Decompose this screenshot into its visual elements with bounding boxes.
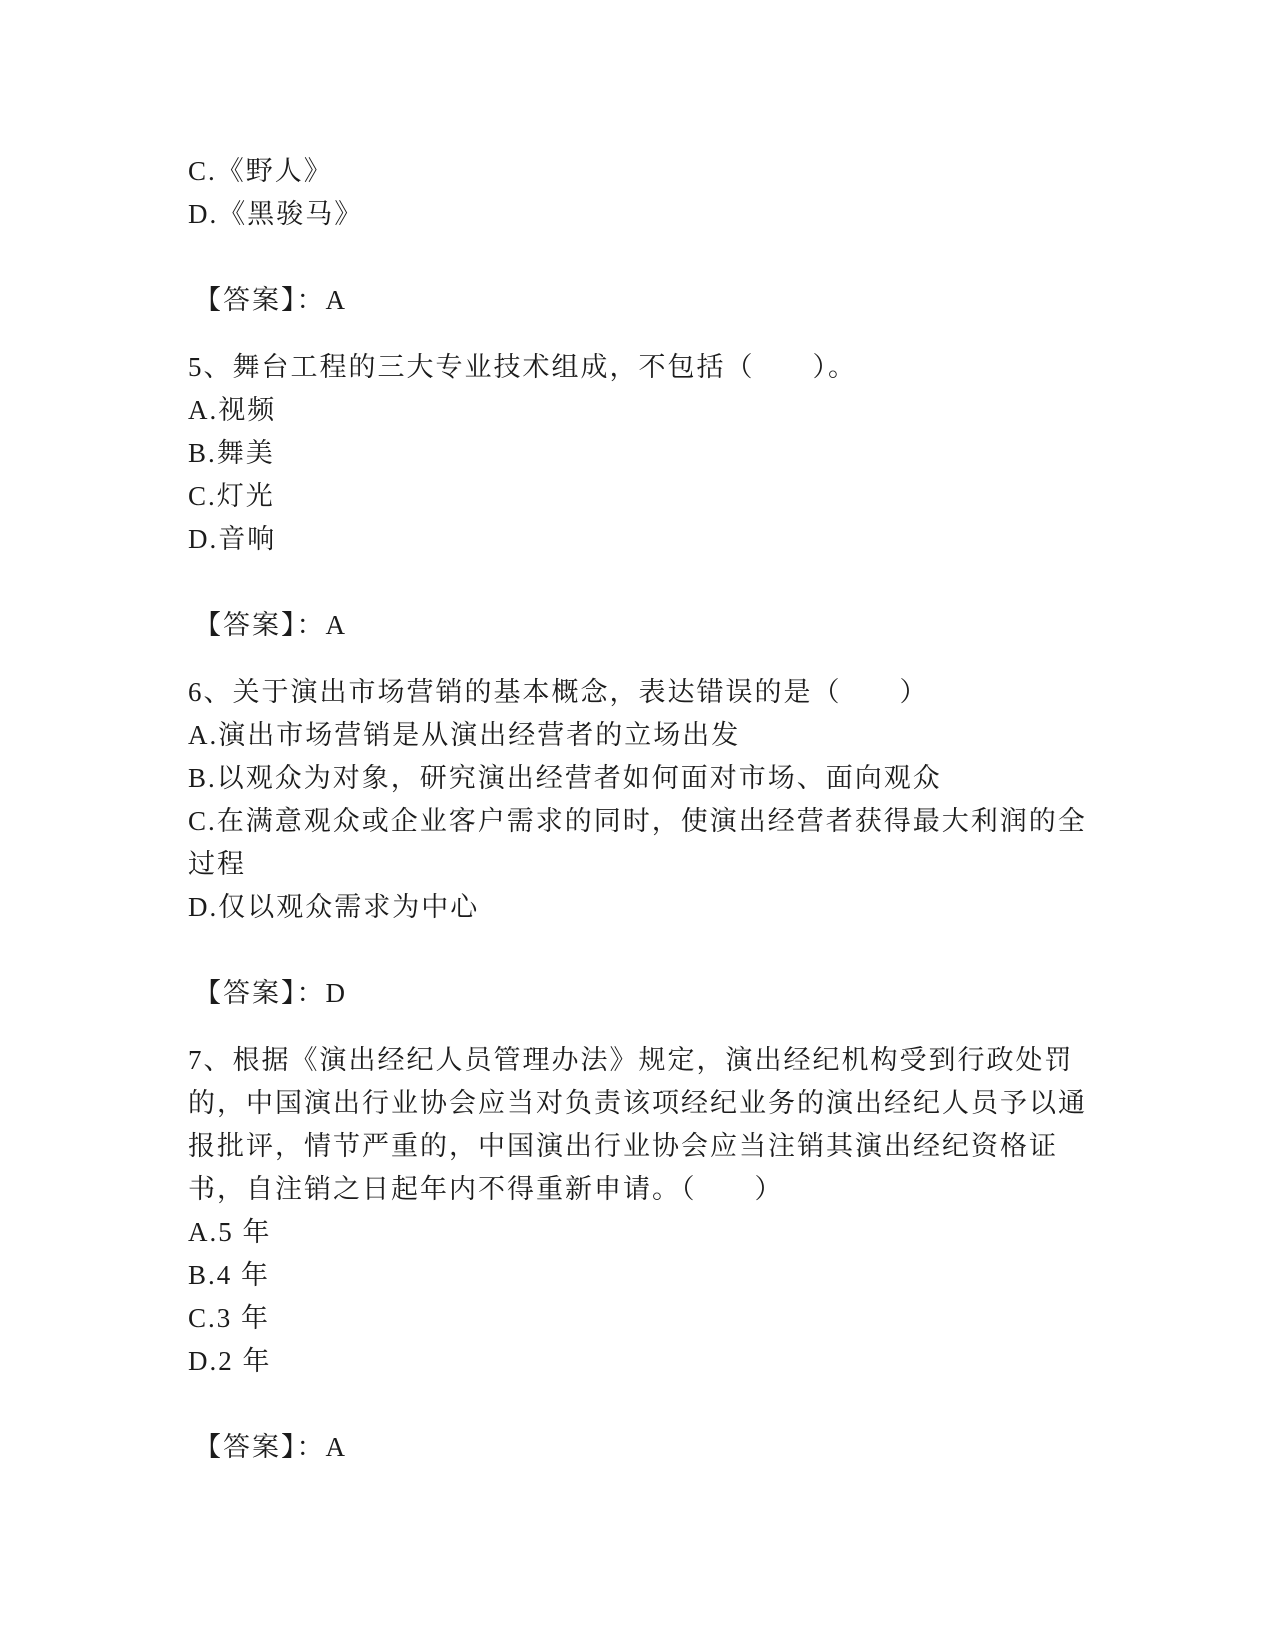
- question-block-5: [188, 346, 1100, 647]
- option-line: A.视频: [188, 395, 277, 425]
- question-block-6: [188, 671, 1100, 1015]
- question-stem: 6、关于演出市场营销的基本概念，表达错误的是（ ）: [188, 677, 929, 707]
- question-block-7: [188, 1039, 1100, 1469]
- option-line: C.在满意观众或企业客户需求的同时，使演出经营者获得最大利润的全过程: [188, 806, 1087, 879]
- option-line: B.4 年: [188, 1260, 271, 1290]
- option-line: B.舞美: [188, 438, 275, 468]
- option-line: D.《黑骏马》: [188, 199, 364, 229]
- answer-line: 【答案】：A: [194, 1432, 347, 1462]
- option-line: C.《野人》: [188, 156, 333, 186]
- option-line: C.灯光: [188, 481, 275, 511]
- option-line: B.以观众为对象，研究演出经营者如何面对市场、面向观众: [188, 763, 942, 793]
- page-content: [188, 150, 1100, 1469]
- question-block-4-partial: [188, 150, 1100, 322]
- question-stem: 7、根据《演出经纪人员管理办法》规定，演出经纪机构受到行政处罚的，中国演出行业协会应当对负责该项经纪业务的演出经纪人员予以通报批评，情节严重的，中国演出行业协会应当注销其演出经纪资格证书，自注销之日起年内不得重新申请。（ ）: [188, 1045, 1087, 1204]
- answer-line: 【答案】：D: [194, 978, 347, 1008]
- answer-line: 【答案】：A: [194, 610, 347, 640]
- option-line: D.音响: [188, 524, 277, 554]
- question-stem: 5、舞台工程的三大专业技术组成，不包括（ ）。: [188, 352, 857, 382]
- option-line: D.仅以观众需求为中心: [188, 892, 480, 922]
- option-line: D.2 年: [188, 1346, 272, 1376]
- option-line: A.演出市场营销是从演出经营者的立场出发: [188, 720, 741, 750]
- answer-line: 【答案】：A: [194, 285, 347, 315]
- option-line: C.3 年: [188, 1303, 271, 1333]
- option-line: A.5 年: [188, 1217, 272, 1247]
